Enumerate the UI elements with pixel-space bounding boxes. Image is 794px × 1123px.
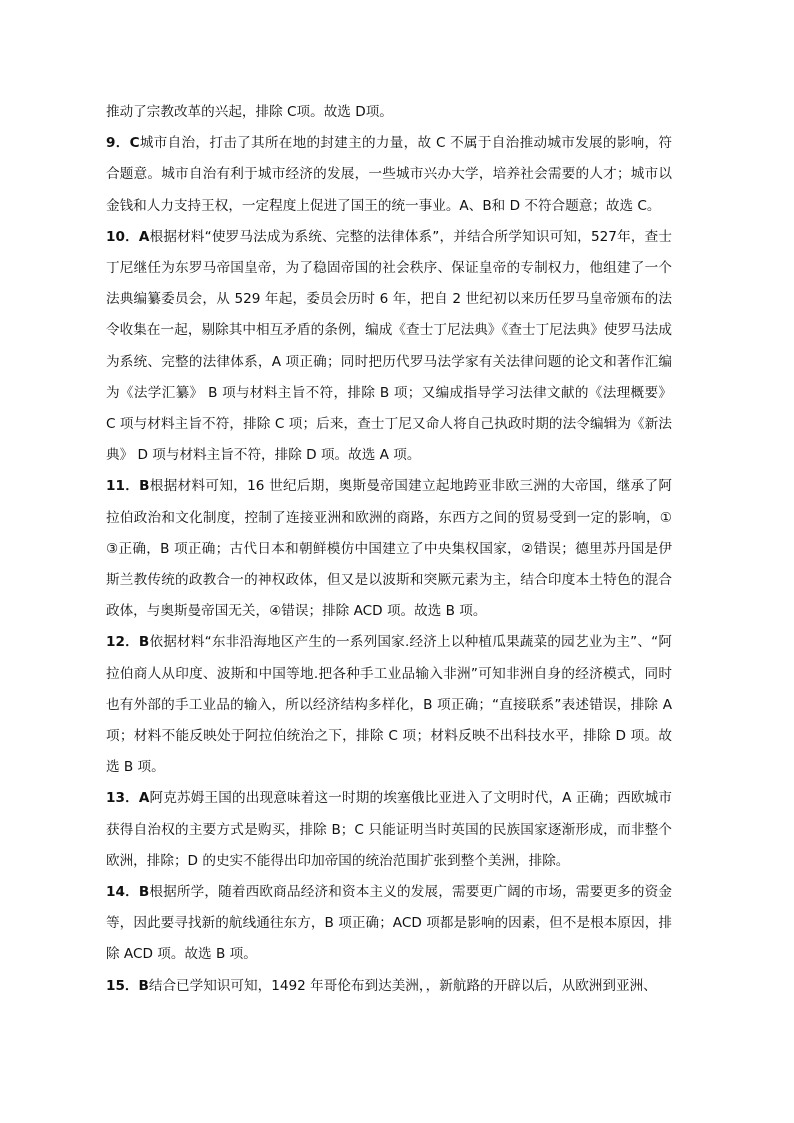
answer-11 [106, 471, 672, 627]
paragraph-text: 阿克苏姆王国的出现意味着这一时期的埃塞俄比亚进入了文明时代，A 正确；西欧城市获得自治权的主要方式是购买，排除 B；C 只能证明当时英国的民族国家逐渐形成，而非整个欧洲，排除；D 的史实不能得出印加帝国的统治范围扩张到整个美洲，排除。 [106, 790, 672, 869]
answer-9 [106, 128, 672, 222]
answer-14 [106, 877, 672, 971]
answer-12 [106, 627, 672, 783]
answer-10 [106, 222, 672, 472]
answer-13 [106, 783, 672, 877]
question-number: 15．B [106, 977, 149, 994]
question-number: 9．C [106, 135, 140, 152]
question-number: 11．B [106, 478, 150, 495]
document-page [106, 97, 672, 1002]
question-number: 12．B [106, 634, 150, 651]
paragraph-text: 根据材料“使罗马法成为系统、完整的法律体系”，并结合所学知识可知，527年，查士丁尼继任为东罗马帝国皇帝，为了稳固帝国的社会秩序、保证皇帝的专制权力，他组建了一个法典编纂委员会，从 529 年起，委员会历时 6 年，把自 2 世纪初以来历任罗马皇帝颁布的法令收集在一起，剔除其中相互矛盾的条例，编成《查士丁尼法典》《查士丁尼法典》使罗马法成为系统、完整的法律体系，A 项正确；同时把历代罗马法学家有关法律问题的论文和著作汇编为《法学汇纂》 B 项与材料主旨不符，排除 B 项；又编成指导学习法律文献的《法理概要》 C 项与材料主旨不符，排除 C 项；后来，查士丁尼又命人将自己执政时期的法令编辑为《新法典》 D 项与材料主旨不符，排除 D 项。故选 A 项。 [106, 228, 672, 464]
paragraph-text: 结合已学知识可知，1492 年哥伦布到达美洲，，新航路的开辟以后，从欧洲到亚洲、 [148, 977, 657, 994]
paragraph-text: 城市自治，打击了其所在地的封建主的力量，故 C 不属于自治推动城市发展的影响，符合题意。城市自治有利于城市经济的发展，一些城市兴办大学，培养社会需要的人才；城市以金钱和人力支持王权，一定程度上促进了国王的统一事业。A、B和 D 不符合题意；故选 C。 [106, 135, 672, 214]
answer-15 [106, 971, 672, 1002]
question-number: 14．B [106, 884, 150, 901]
paragraph-continuation [106, 97, 672, 128]
paragraph-text: 依据材料“东非沿海地区产生的一系列国家.经济上以种植瓜果蔬菜的园艺业为主”、“阿拉伯商人从印度、波斯和中国等地.把各种手工业品输入非洲”可知非洲自身的经济模式，同时也有外部的手工业品的输入，所以经济结构多样化，B 项正确；“直接联系”表述错误，排除 A 项；材料不能反映处于阿拉伯统治之下，排除 C 项；材料反映不出科技水平，排除 D 项。故选 B 项。 [106, 634, 673, 776]
question-number: 13．A [106, 790, 150, 807]
question-number: 10．A [106, 228, 150, 245]
paragraph-text: 根据所学，随着西欧商品经济和资本主义的发展，需要更广阔的市场，需要更多的资金等，因此要寻找新的航线通往东方，B 项正确；ACD 项都是影响的因素，但不是根本原因，排除 ACD 项。故选 B 项。 [106, 884, 672, 963]
paragraph-text: 推动了宗教改革的兴起，排除 C项。故选 D项。 [106, 104, 393, 120]
paragraph-text: 根据材料可知，16 世纪后期，奥斯曼帝国建立起地跨亚非欧三洲的大帝国，继承了阿拉伯政治和文化制度，控制了连接亚洲和欧洲的商路，东西方之间的贸易受到一定的影响，①③正确，B 项正确；古代日本和朝鲜模仿中国建立了中央集权国家，②错误；德里苏丹国是伊斯兰教传统的政教合一的神权政体，但又是以波斯和突厥元素为主，结合印度本土特色的混合政体，与奥斯曼帝国无关，④错误；排除 ACD 项。故选 B 项。 [106, 478, 672, 620]
